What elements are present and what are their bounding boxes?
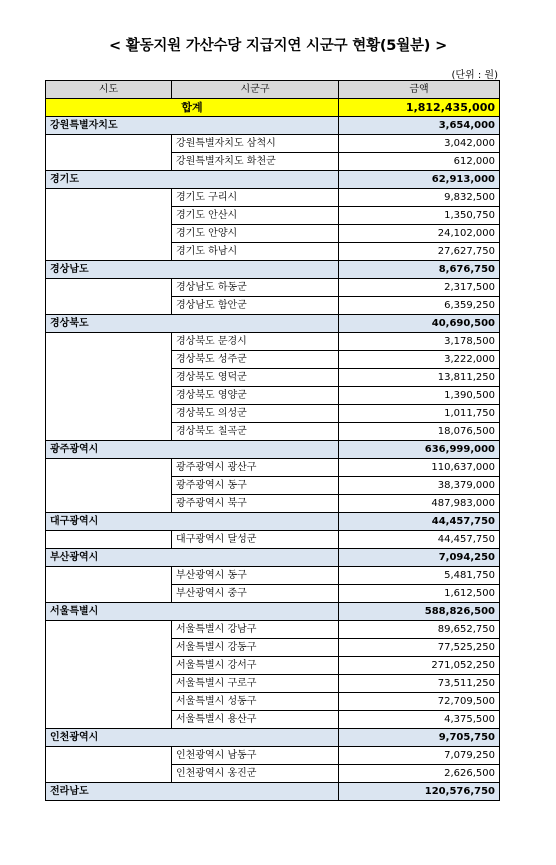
district-row — [46, 207, 500, 225]
province-row — [46, 441, 500, 459]
district-name: 서울특별시 용산구 — [172, 711, 339, 729]
province-name: 부산광역시 — [46, 549, 172, 567]
district-name: 대구광역시 달성군 — [172, 531, 339, 549]
district-row — [46, 765, 500, 783]
district-row — [46, 693, 500, 711]
province-row — [46, 549, 500, 567]
province-amount: 9,705,750 — [339, 729, 500, 747]
district-row — [46, 297, 500, 315]
district-name: 서울특별시 구로구 — [172, 675, 339, 693]
district-amount: 13,811,250 — [339, 369, 500, 387]
district-name: 광주광역시 북구 — [172, 495, 339, 513]
district-name: 경상남도 함안군 — [172, 297, 339, 315]
district-amount: 1,390,500 — [339, 387, 500, 405]
district-amount: 38,379,000 — [339, 477, 500, 495]
province-amount: 588,826,500 — [339, 603, 500, 621]
empty-cell — [46, 711, 172, 729]
district-row — [46, 333, 500, 351]
table-header-row — [46, 81, 500, 99]
empty-cell — [46, 459, 172, 477]
district-amount: 72,709,500 — [339, 693, 500, 711]
district-name: 경기도 구리시 — [172, 189, 339, 207]
district-amount: 2,626,500 — [339, 765, 500, 783]
province-name: 인천광역시 — [46, 729, 172, 747]
empty-cell — [46, 297, 172, 315]
district-amount: 612,000 — [339, 153, 500, 171]
empty-cell — [172, 513, 339, 531]
empty-cell — [46, 207, 172, 225]
province-amount: 62,913,000 — [339, 171, 500, 189]
district-amount: 27,627,750 — [339, 243, 500, 261]
district-amount: 110,637,000 — [339, 459, 500, 477]
province-name: 광주광역시 — [46, 441, 172, 459]
empty-cell — [46, 279, 172, 297]
empty-cell — [46, 567, 172, 585]
district-row — [46, 567, 500, 585]
empty-cell — [172, 261, 339, 279]
district-name: 경상북도 의성군 — [172, 405, 339, 423]
empty-cell — [46, 369, 172, 387]
district-name: 경상북도 영양군 — [172, 387, 339, 405]
district-row — [46, 639, 500, 657]
district-row — [46, 585, 500, 603]
status-table — [45, 80, 500, 801]
empty-cell — [46, 585, 172, 603]
empty-cell — [172, 171, 339, 189]
district-row — [46, 747, 500, 765]
empty-cell — [46, 387, 172, 405]
total-amount: 1,812,435,000 — [339, 99, 500, 117]
district-row — [46, 459, 500, 477]
province-name: 서울특별시 — [46, 603, 172, 621]
district-name: 광주광역시 광산구 — [172, 459, 339, 477]
empty-cell — [172, 729, 339, 747]
district-row — [46, 675, 500, 693]
district-row — [46, 657, 500, 675]
district-amount: 3,042,000 — [339, 135, 500, 153]
empty-cell — [172, 117, 339, 135]
empty-cell — [46, 225, 172, 243]
province-row — [46, 603, 500, 621]
district-row — [46, 621, 500, 639]
empty-cell — [46, 477, 172, 495]
district-name: 경상북도 영덕군 — [172, 369, 339, 387]
district-amount: 5,481,750 — [339, 567, 500, 585]
province-row — [46, 171, 500, 189]
district-row — [46, 531, 500, 549]
district-amount: 24,102,000 — [339, 225, 500, 243]
empty-cell — [46, 693, 172, 711]
district-name: 강원특별자치도 화천군 — [172, 153, 339, 171]
district-name: 강원특별자치도 삼척시 — [172, 135, 339, 153]
district-amount: 1,350,750 — [339, 207, 500, 225]
district-row — [46, 369, 500, 387]
total-label: 합계 — [46, 99, 339, 117]
empty-cell — [172, 783, 339, 801]
district-amount: 4,375,500 — [339, 711, 500, 729]
empty-cell — [46, 243, 172, 261]
empty-cell — [46, 153, 172, 171]
district-amount: 1,612,500 — [339, 585, 500, 603]
district-name: 서울특별시 성동구 — [172, 693, 339, 711]
district-name: 경기도 안산시 — [172, 207, 339, 225]
province-amount: 3,654,000 — [339, 117, 500, 135]
district-amount: 18,076,500 — [339, 423, 500, 441]
district-name: 경기도 하남시 — [172, 243, 339, 261]
province-amount: 44,457,750 — [339, 513, 500, 531]
district-name: 경상남도 하동군 — [172, 279, 339, 297]
district-row — [46, 477, 500, 495]
province-amount: 7,094,250 — [339, 549, 500, 567]
district-amount: 271,052,250 — [339, 657, 500, 675]
district-name: 경상북도 칠곡군 — [172, 423, 339, 441]
district-amount: 44,457,750 — [339, 531, 500, 549]
district-name: 경상북도 성주군 — [172, 351, 339, 369]
empty-cell — [46, 351, 172, 369]
header-sido: 시도 — [46, 81, 172, 99]
province-row — [46, 513, 500, 531]
empty-cell — [172, 549, 339, 567]
district-row — [46, 243, 500, 261]
district-amount: 73,511,250 — [339, 675, 500, 693]
empty-cell — [46, 531, 172, 549]
province-row — [46, 315, 500, 333]
district-name: 광주광역시 동구 — [172, 477, 339, 495]
empty-cell — [46, 765, 172, 783]
empty-cell — [46, 189, 172, 207]
header-amount: 금액 — [339, 81, 500, 99]
table-body — [46, 99, 500, 801]
district-row — [46, 405, 500, 423]
district-row — [46, 351, 500, 369]
province-name: 대구광역시 — [46, 513, 172, 531]
district-amount: 3,222,000 — [339, 351, 500, 369]
province-name: 강원특별자치도 — [46, 117, 172, 135]
district-row — [46, 711, 500, 729]
page-title: < 활동지원 가산수당 지급지연 시군구 현황(5월분) > — [108, 38, 448, 54]
empty-cell — [46, 639, 172, 657]
district-name: 부산광역시 중구 — [172, 585, 339, 603]
district-row — [46, 153, 500, 171]
district-amount: 3,178,500 — [339, 333, 500, 351]
district-row — [46, 189, 500, 207]
district-amount: 2,317,500 — [339, 279, 500, 297]
province-row — [46, 261, 500, 279]
province-amount: 636,999,000 — [339, 441, 500, 459]
district-amount: 1,011,750 — [339, 405, 500, 423]
empty-cell — [46, 135, 172, 153]
district-row — [46, 225, 500, 243]
district-row — [46, 135, 500, 153]
district-name: 부산광역시 동구 — [172, 567, 339, 585]
district-name: 서울특별시 강서구 — [172, 657, 339, 675]
district-name: 경상북도 문경시 — [172, 333, 339, 351]
district-row — [46, 279, 500, 297]
province-row — [46, 783, 500, 801]
district-amount: 77,525,250 — [339, 639, 500, 657]
empty-cell — [46, 621, 172, 639]
province-name: 경기도 — [46, 171, 172, 189]
district-amount: 6,359,250 — [339, 297, 500, 315]
unit-label: (단위 : 원) — [451, 70, 498, 81]
empty-cell — [172, 315, 339, 333]
province-amount: 120,576,750 — [339, 783, 500, 801]
province-row — [46, 729, 500, 747]
province-name: 경상남도 — [46, 261, 172, 279]
empty-cell — [46, 423, 172, 441]
header-sigungu: 시군구 — [172, 81, 339, 99]
district-amount: 7,079,250 — [339, 747, 500, 765]
province-name: 경상북도 — [46, 315, 172, 333]
empty-cell — [46, 747, 172, 765]
province-amount: 8,676,750 — [339, 261, 500, 279]
district-amount: 9,832,500 — [339, 189, 500, 207]
empty-cell — [46, 333, 172, 351]
district-amount: 89,652,750 — [339, 621, 500, 639]
district-amount: 487,983,000 — [339, 495, 500, 513]
empty-cell — [46, 657, 172, 675]
empty-cell — [172, 603, 339, 621]
total-row — [46, 99, 500, 117]
province-amount: 40,690,500 — [339, 315, 500, 333]
district-row — [46, 387, 500, 405]
province-row — [46, 117, 500, 135]
district-name: 서울특별시 강남구 — [172, 621, 339, 639]
province-name: 전라남도 — [46, 783, 172, 801]
empty-cell — [46, 675, 172, 693]
empty-cell — [172, 441, 339, 459]
district-name: 서울특별시 강동구 — [172, 639, 339, 657]
empty-cell — [46, 495, 172, 513]
district-row — [46, 423, 500, 441]
empty-cell — [46, 405, 172, 423]
district-name: 인천광역시 남동구 — [172, 747, 339, 765]
district-row — [46, 495, 500, 513]
district-name: 인천광역시 옹진군 — [172, 765, 339, 783]
district-name: 경기도 안양시 — [172, 225, 339, 243]
